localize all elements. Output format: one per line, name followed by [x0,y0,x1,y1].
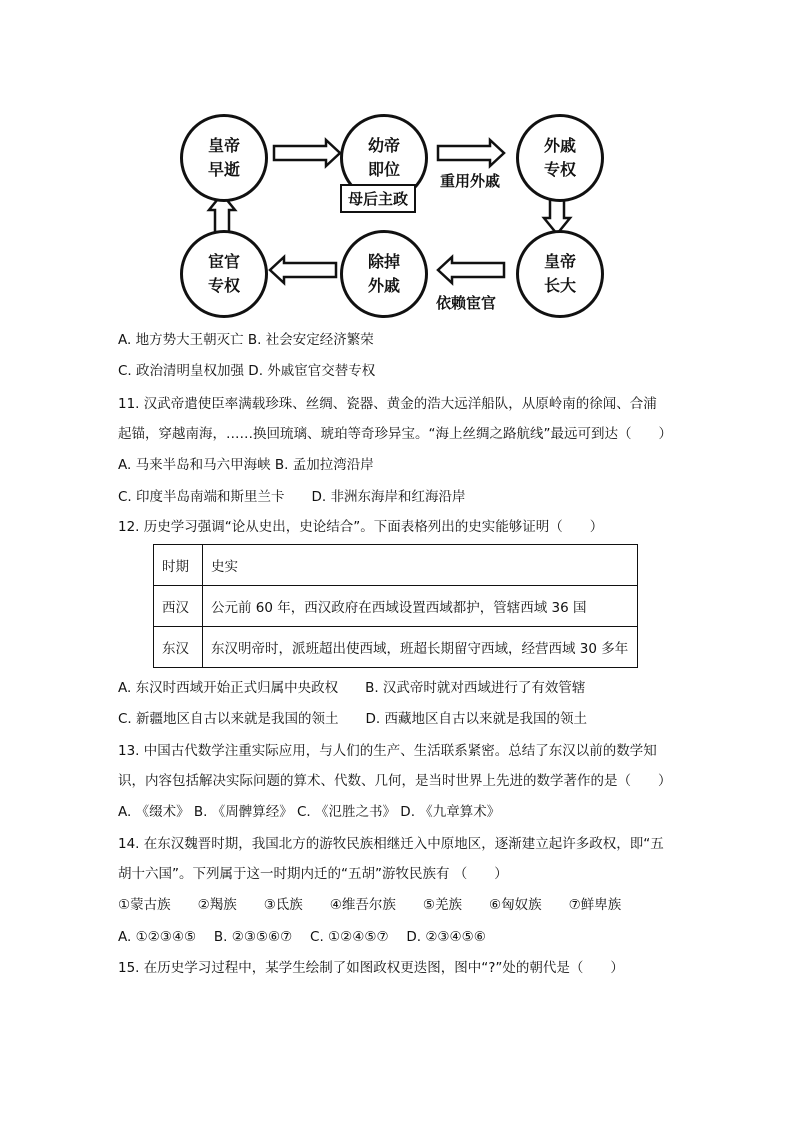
q15-stem: 15. 在历史学习过程中，某学生绘制了如图政权更迭图，图中“?”处的朝代是（ ） [118,960,624,976]
node-line1: 除掉 [367,252,400,271]
table-cell: 西汉 [154,586,203,627]
node-remove-consorts [340,230,428,318]
node-eunuch-power [180,230,268,318]
q11-options-ab: A. 马来半岛和马六甲海峡 B. 孟加拉湾沿岸 [118,457,374,473]
node-line2: 专权 [207,276,240,295]
flow-diagram [170,106,620,326]
q13-stem-line1: 13. 中国古代数学注重实际应用，与人们的生产、生活联系紧密。总结了东汉以前的数学知 [118,743,657,759]
node-consort-power [516,114,604,202]
node-line2: 外戚 [367,276,400,295]
table-cell: 东汉明帝时，派班超出使西域，班超长期留守西域，经营西域 30 多年 [203,627,638,668]
q11-stem-line1: 11. 汉武帝遣使臣率满载珍珠、丝绸、瓷器、黄金的浩大远洋船队，从原岭南的徐闻、合浦 [118,396,657,412]
edge-label-top: 重用外戚 [440,172,501,190]
regent-box: 母后主政 [340,184,416,213]
arrow-right-2 [438,140,504,166]
q13-stem-line2: 识，内容包括解决实际问题的算术、代数、几何，是当时世界上先进的数学著作的是（ ） [118,773,672,789]
q12-stem: 12. 历史学习强调“论从史出，史论结合”。下面表格列出的史实能够证明（ ） [118,519,604,535]
node-line1: 皇帝 [207,136,240,155]
table-cell: 公元前 60 年，西汉政府在西域设置西域都护，管辖西域 36 国 [203,586,638,627]
q12-options-cd: C. 新疆地区自古以来就是我国的领土 D. 西藏地区自古以来就是我国的领土 [118,711,587,727]
node-line2: 早逝 [207,160,240,179]
node-line2: 长大 [543,276,576,295]
q10-options-ab: A. 地方势大王朝灭亡 B. 社会安定经济繁荣 [118,332,374,348]
table-header-cell: 史实 [203,545,638,586]
edge-label-bottom: 依赖宦官 [436,294,497,312]
table-cell: 东汉 [154,627,203,668]
arrow-right-1 [274,140,340,166]
node-line1: 幼帝 [367,136,400,155]
q14-stem-line2: 胡十六国”。下列属于这一时期内迁的“五胡”游牧民族有 （ ） [118,866,508,882]
q12-options-ab: A. 东汉时西域开始正式归属中央政权 B. 汉武帝时就对西域进行了有效管辖 [118,680,586,696]
node-line1: 外戚 [543,136,576,155]
q13-options: A. 《缀术》 B. 《周髀算经》 C. 《氾胜之书》 D. 《九章算术》 [118,804,501,820]
arrow-left-2 [270,257,336,283]
q10-options-cd: C. 政治清明皇权加强 D. 外戚宦官交替专权 [118,363,376,379]
arrow-left-1 [438,257,504,283]
table-row [154,627,638,668]
node-line1: 皇帝 [543,252,576,271]
node-line2: 专权 [543,160,576,179]
node-line1: 宦官 [207,252,240,271]
q11-options-cd: C. 印度半岛南端和斯里兰卡 D. 非洲东海岸和红海沿岸 [118,489,466,505]
table-row [154,586,638,627]
table-header-cell: 时期 [154,545,203,586]
node-emperor-grows [516,230,604,318]
history-table [153,544,638,668]
table-header-row [154,545,638,586]
node-emperor-dies-early [180,114,268,202]
q14-stem-line1: 14. 在东汉魏晋时期，我国北方的游牧民族相继迁入中原地区，逐渐建立起许多政权，即“五 [118,836,664,852]
node-line2: 即位 [367,160,400,179]
q14-items: ①蒙古族 ②羯族 ③氐族 ④维吾尔族 ⑤羌族 ⑥匈奴族 ⑦鲜卑族 [118,897,622,913]
q14-options: A. ①②③④⑤ B. ②③⑤⑥⑦ C. ①②④⑤⑦ D. ②③④⑤⑥ [118,929,486,945]
q11-stem-line2: 起锚，穿越南海，……换回琉璃、琥珀等奇珍异宝。“海上丝绸之路航线”最远可到达（ ） [118,426,672,442]
